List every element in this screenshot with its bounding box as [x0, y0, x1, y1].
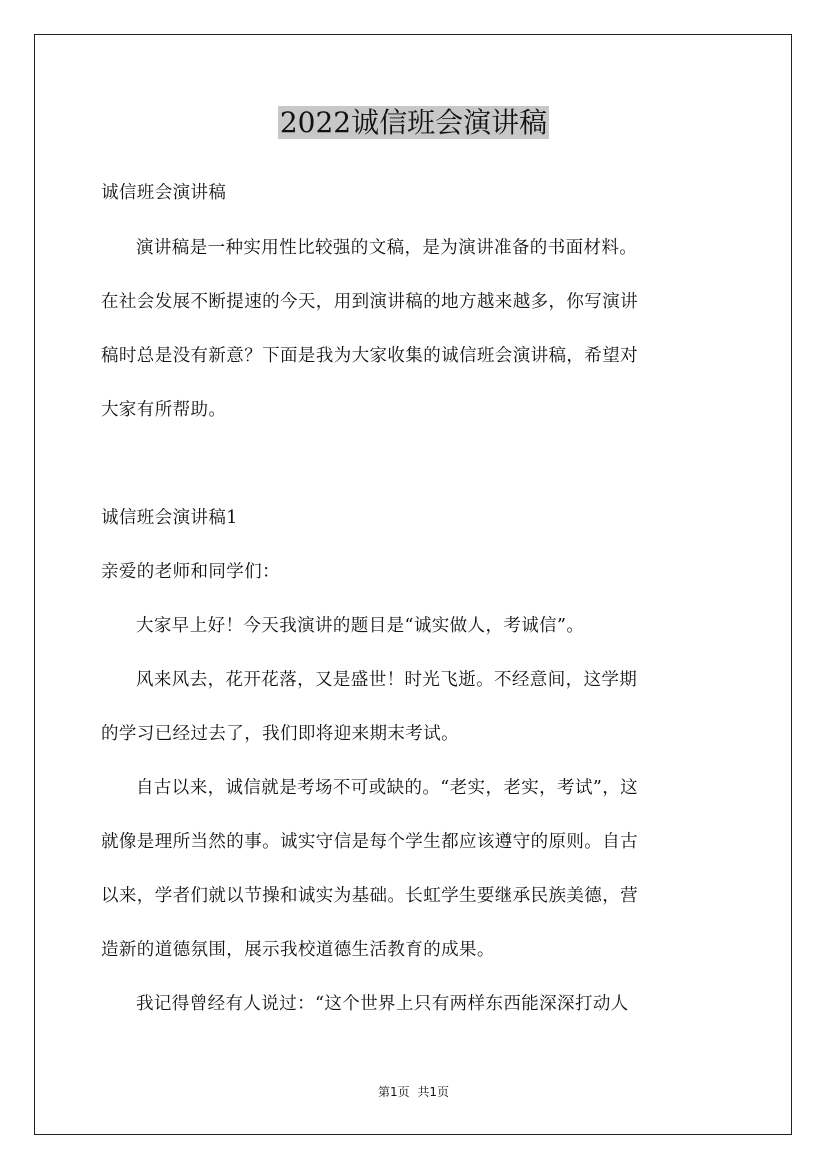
page-number: 第1页 — [378, 1085, 410, 1099]
intro-line-2: 在社会发展不断提速的今天，用到演讲稿的地方越来越多，你写演讲 — [101, 292, 638, 312]
paragraph-line-6: 以来，学者们就以节操和诚实为基础。长虹学生要继承民族美德，营 — [101, 886, 638, 906]
intro-line-1: 演讲稿是一种实用性比较强的文稿，是为演讲准备的书面材料。 — [136, 238, 638, 258]
intro-line-4: 大家有所帮助。 — [101, 400, 227, 420]
paragraph-line-5: 就像是理所当然的事。诚实守信是每个学生都应该遵守的原则。自古 — [101, 832, 638, 852]
document-subtitle: 诚信班会演讲稿 — [101, 183, 227, 203]
paragraph-line-1: 大家早上好！今天我演讲的题目是“诚实做人，考诚信”。 — [136, 616, 585, 636]
document-title: 2022诚信班会演讲稿 — [279, 106, 548, 139]
paragraph-line-4: 自古以来，诚信就是考场不可或缺的。“老实，老实，考试”，这 — [136, 778, 638, 798]
page-footer — [0, 1083, 827, 1101]
section-heading: 诚信班会演讲稿1 — [101, 508, 238, 528]
paragraph-line-7: 造新的道德氛围，展示我校道德生活教育的成果。 — [101, 940, 495, 960]
paragraph-line-8: 我记得曾经有人说过：“这个世界上只有两样东西能深深打动人 — [136, 994, 629, 1014]
intro-line-3: 稿时总是没有新意？下面是我为大家收集的诚信班会演讲稿，希望对 — [101, 346, 638, 366]
page-total: 共1页 — [417, 1085, 449, 1099]
paragraph-line-2: 风来风去，花开花落，又是盛世！时光飞逝。不经意间，这学期 — [136, 670, 638, 690]
paragraph-line-3: 的学习已经过去了，我们即将迎来期末考试。 — [101, 724, 459, 744]
greeting: 亲爱的老师和同学们： — [101, 562, 280, 582]
